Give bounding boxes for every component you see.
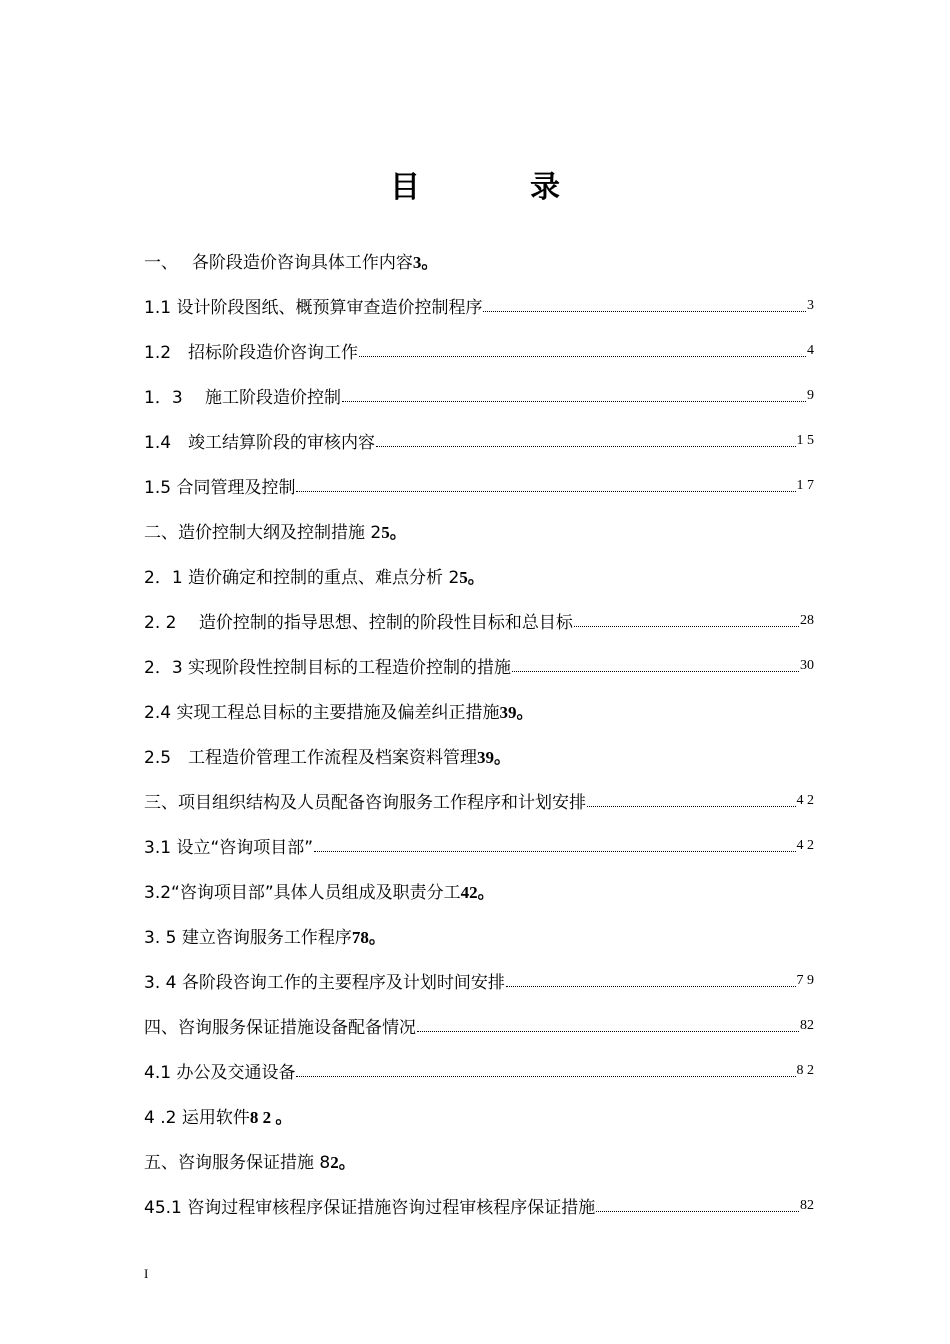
toc-entry-page-number: 4 2 [796, 837, 814, 853]
toc-entry-text: 四、咨询服务保证措施设备配备情况 [144, 1018, 416, 1038]
toc-entry-page-number: 9 [807, 387, 814, 403]
toc-entry-text: 3. 5 建立咨询服务工作程序 [144, 928, 352, 948]
toc-entry-text: 2．1 造价确定和控制的重点、难点分析 2 [144, 568, 460, 588]
toc-entry[interactable] [144, 868, 814, 913]
toc-entry[interactable] [144, 823, 814, 868]
dot-leader [296, 1076, 795, 1077]
toc-entry-page-ref: 42｡ [460, 883, 487, 902]
page-title: 目 录 [390, 170, 600, 205]
toc-entry-page-number: 82 [800, 1197, 814, 1213]
dot-leader [506, 986, 796, 987]
toc-entry-page-number: 30 [800, 657, 814, 673]
toc-entry-page-ref: 2｡ [330, 1153, 348, 1172]
toc-entry[interactable] [144, 553, 814, 598]
toc-entry[interactable] [144, 508, 814, 553]
toc-entry-text: 五、咨询服务保证措施 8 [144, 1153, 331, 1173]
toc-entry-page-ref: 39｡ [477, 748, 503, 767]
toc-entry-page-number: 82 [800, 1017, 814, 1033]
dot-leader [376, 446, 795, 447]
toc-entry[interactable] [144, 373, 814, 418]
toc-entry-text: 4 .2 运用软件 [144, 1108, 250, 1128]
toc-entry-page-ref: 5｡ [381, 523, 399, 542]
toc-entry[interactable] [144, 1138, 814, 1183]
toc-entry-text: 1．3 施工阶段造价控制 [144, 388, 342, 408]
toc-entry-text: 4.1 办公及交通设备 [144, 1063, 296, 1083]
toc-entry[interactable] [144, 913, 814, 958]
dot-leader [417, 1031, 799, 1032]
toc-entry-page-ref: 5｡ [459, 568, 477, 587]
toc-entry-text: 二、造价控制大纲及控制措施 2 [144, 523, 382, 543]
toc-entry-page-number: 1 7 [796, 477, 814, 493]
toc-entry-page-number: 1 5 [796, 432, 814, 448]
toc-entry-text: 45.1 咨询过程审核程序保证措施咨询过程审核程序保证措施 [144, 1198, 596, 1218]
toc-entry-text: 一、 各阶段造价咨询具体工作内容 [144, 253, 413, 273]
toc-entry-page-number: 7 9 [796, 972, 814, 988]
toc-entry-text: 2.4 实现工程总目标的主要措施及偏差纠正措施 [144, 703, 500, 723]
toc-entry-page-ref: 8 2 ｡ [249, 1108, 284, 1127]
toc-entry[interactable] [144, 1048, 814, 1093]
dot-leader [587, 806, 796, 807]
toc-entry-page-number: 28 [800, 612, 814, 628]
toc-entry[interactable] [144, 598, 814, 643]
toc-entry-page-number: 8 2 [796, 1062, 814, 1078]
toc-entry-text: 1.4 竣工结算阶段的审核内容 [144, 433, 376, 453]
toc-entry[interactable] [144, 238, 814, 283]
page-number-footer: I [144, 1266, 149, 1281]
toc-entry[interactable] [144, 1183, 814, 1228]
toc-entry[interactable] [144, 778, 814, 823]
toc-entry[interactable] [144, 283, 814, 328]
dot-leader [342, 401, 806, 402]
toc-entry[interactable] [144, 328, 814, 373]
toc-entry[interactable] [144, 688, 814, 733]
toc-entry-text: 1.5 合同管理及控制 [144, 478, 296, 498]
dot-leader [483, 311, 806, 312]
toc-entry-page-number: 4 2 [796, 792, 814, 808]
toc-entry-page-number: 3 [807, 297, 814, 313]
toc-entry-text: 2. 2 造价控制的指导思想、控制的阶段性目标和总目标 [144, 613, 573, 633]
toc-entry[interactable] [144, 733, 814, 778]
toc-entry-page-ref: 78｡ [351, 928, 378, 947]
dot-leader [596, 1211, 799, 1212]
toc-entry[interactable] [144, 1003, 814, 1048]
toc-entry[interactable] [144, 418, 814, 463]
toc-entry-text: 1.1 设计阶段图纸、概预算审查造价控制程序 [144, 298, 483, 318]
dot-leader [359, 356, 806, 357]
toc-entry-page-ref: 3｡ [412, 253, 430, 272]
toc-entry-page-number: 4 [807, 342, 814, 358]
toc-entry-text: 2.5 工程造价管理工作流程及档案资料管理 [144, 748, 478, 768]
toc-entry-page-ref: 39｡ [499, 703, 525, 722]
toc-entry[interactable] [144, 643, 814, 688]
table-of-contents [144, 238, 814, 1228]
toc-entry-text: 2．3 实现阶段性控制目标的工程造价控制的措施 [144, 658, 512, 678]
toc-entry-text: 3.2“咨询项目部”具体人员组成及职责分工 [144, 883, 461, 903]
toc-entry-text: 3. 4 各阶段咨询工作的主要程序及计划时间安排 [144, 973, 505, 993]
toc-entry-text: 3.1 设立“咨询项目部” [144, 838, 314, 858]
dot-leader [314, 851, 795, 852]
toc-entry[interactable] [144, 958, 814, 1003]
dot-leader [512, 671, 799, 672]
dot-leader [296, 491, 795, 492]
toc-entry[interactable] [144, 1093, 814, 1138]
toc-entry[interactable] [144, 463, 814, 508]
toc-entry-text: 1.2 招标阶段造价咨询工作 [144, 343, 359, 363]
toc-entry-text: 三、项目组织结构及人员配备咨询服务工作程序和计划安排 [144, 793, 586, 813]
dot-leader [574, 626, 799, 627]
